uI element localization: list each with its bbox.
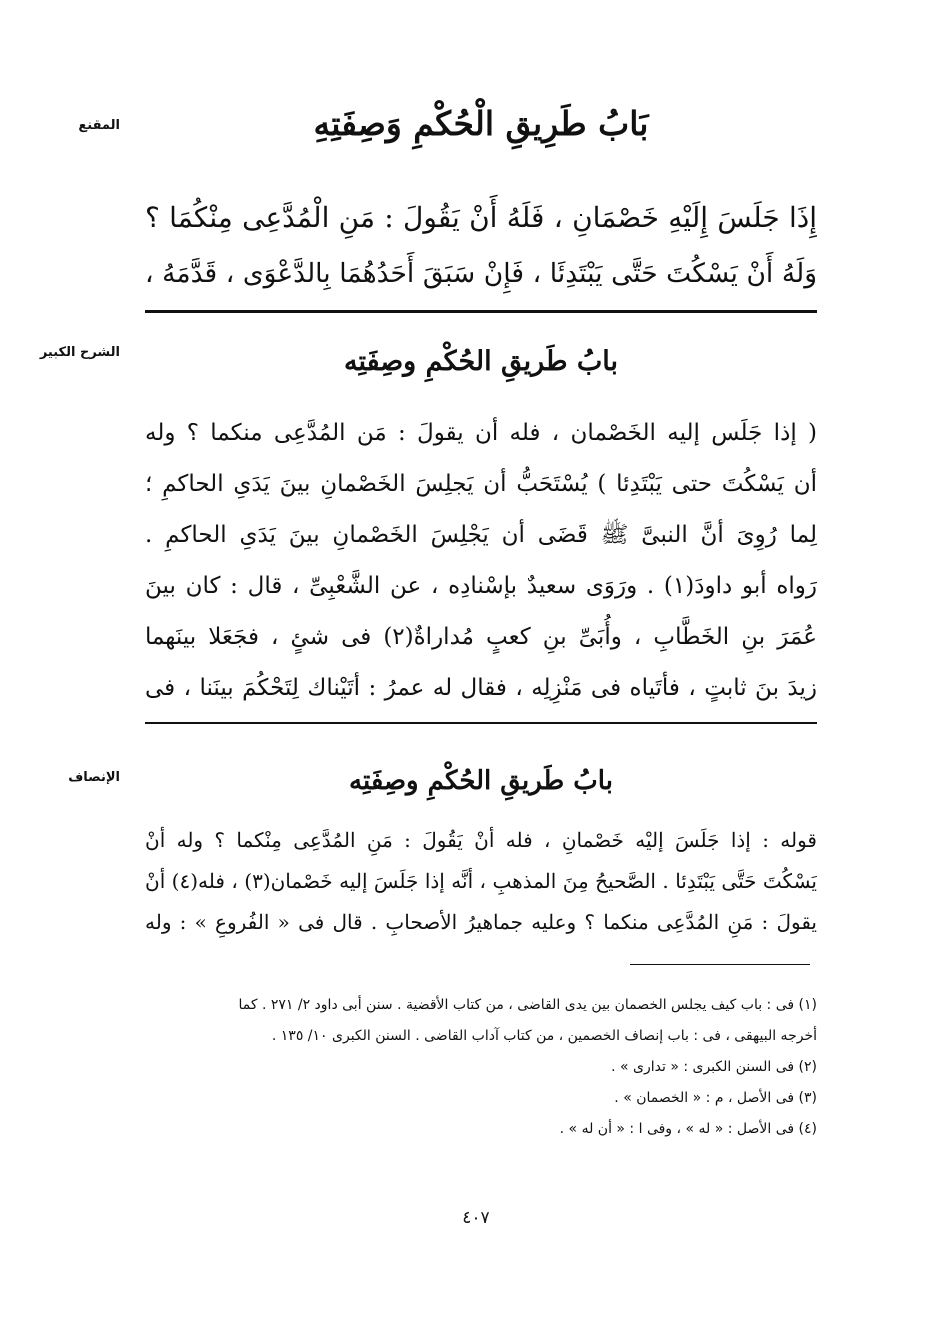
section-text-insaf [145,820,817,943]
footnote-line: (١) فى : باب كيف يجلس الخصمان بين يدى القاضى ، من كتاب الأقضية . سنن أبى داود ٢/ ٢٧١ . كما [238,997,817,1013]
page-number: ٤٠٧ [462,1208,490,1228]
footnotes [145,990,817,1145]
text-line: عُمَرَ بنِ الخَطَّابِ ، وأُبَىِّ بنِ كعبٍ مُداراةٌ(٢) فى شئٍ ، فجَعَلا بينَهما [145,624,817,650]
footnote-separator [630,964,810,965]
text-line: لِما رُوِىَ أنَّ النبىَّ ﷺ قَضَى أن يَجْلِسَ الخَصْمانِ بينَ يَدَىِ الحاكمِ . [145,522,817,548]
text-line: إِذَا جَلَسَ إِلَيْهِ خَصْمَانِ ، فَلَهُ أَنْ يَقُولَ : مَنِ الْمُدَّعِى مِنْكُمَا ؟ [145,201,817,234]
text-line: أن يَسْكُتَ حتى يَبْتَدِئا ) يُسْتَحَبُّ أن يَجلِسَ الخَصْمانِ بينَ يَدَىِ الحاكمِ ؛ [145,471,817,497]
text-line: قوله : إذا جَلَسَ إليْه خَصْمانِ ، فله أنْ يَقُولَ : مَنِ المُدَّعِى مِنْكما ؟ وله أنْ [145,828,817,852]
section-divider [145,310,817,313]
section-text-sharh [145,408,817,714]
footnote-line: (٣) فى الأصل ، م : « الخصمان » . [614,1090,817,1106]
side-label-sharh-kabir: الشرح الكبير [39,345,120,360]
text-line: رَواه أبو داودَ(١) . ورَوَى سعيدٌ بإسْنادِه ، عن الشَّعْبِىِّ ، قال : كان بينَ [145,573,817,599]
text-line: يقولَ : مَنِ المُدَّعِى منكما ؟ وعليه جماهيرُ الأصحابِ . قال فى « الفُروعِ » : وله [145,910,817,934]
text-line: زيدَ بنَ ثابتٍ ، فأتَياه فى مَنْزِلِه ، فقال له عمرُ : أتَيْناك لِتَحْكُمَ بينَنا ، فى [145,675,817,701]
text-line: وَلَهُ أَنْ يَسْكُتَ حَتَّى يَبْتَدِئَا ، فَإِنْ سَبَقَ أَحَدُهُمَا بِالدَّعْوَى ، قَدَّمَهُ ، [145,258,817,289]
section-title-muqni: بَابُ طَرِيقِ الْحُكْمِ وَصِفَتِهِ [313,104,649,143]
side-label-insaf: الإنصاف [68,770,120,785]
footnote-line: (٢) فى السنن الكبرى : « تدارى » . [611,1059,817,1075]
footnote-line: أخرجه البيهقى ، فى : باب إنصاف الخصمين ، من كتاب آداب القاضى . السنن الكبرى ١٠/ ١٣٥ . [271,1028,817,1044]
section-title-sharh: بابُ طَريقِ الحُكْمِ وصِفَتِه [343,346,619,377]
side-label-muqni: المقنع [78,118,120,133]
footnote-line: (٤) فى الأصل : « له » ، وفى ا : « أن له » . [559,1121,817,1137]
section-title-insaf: بابُ طَريقِ الحُكْمِ وصِفَتِه [349,766,613,796]
section-text-muqni [145,190,817,302]
text-line: ( إذا جَلَس إليه الخَصْمان ، فله أن يقولَ : مَن المُدَّعِى منكما ؟ وله [145,420,817,446]
text-line: يَسْكُتَ حَتَّى يَبْتَدِئا . الصَّحيحُ مِنَ المذهبِ ، أنَّه إذا جَلَسَ إليه خَصْمان(٣) ، فله(٤) أنْ [145,869,817,893]
section-divider [145,722,817,724]
